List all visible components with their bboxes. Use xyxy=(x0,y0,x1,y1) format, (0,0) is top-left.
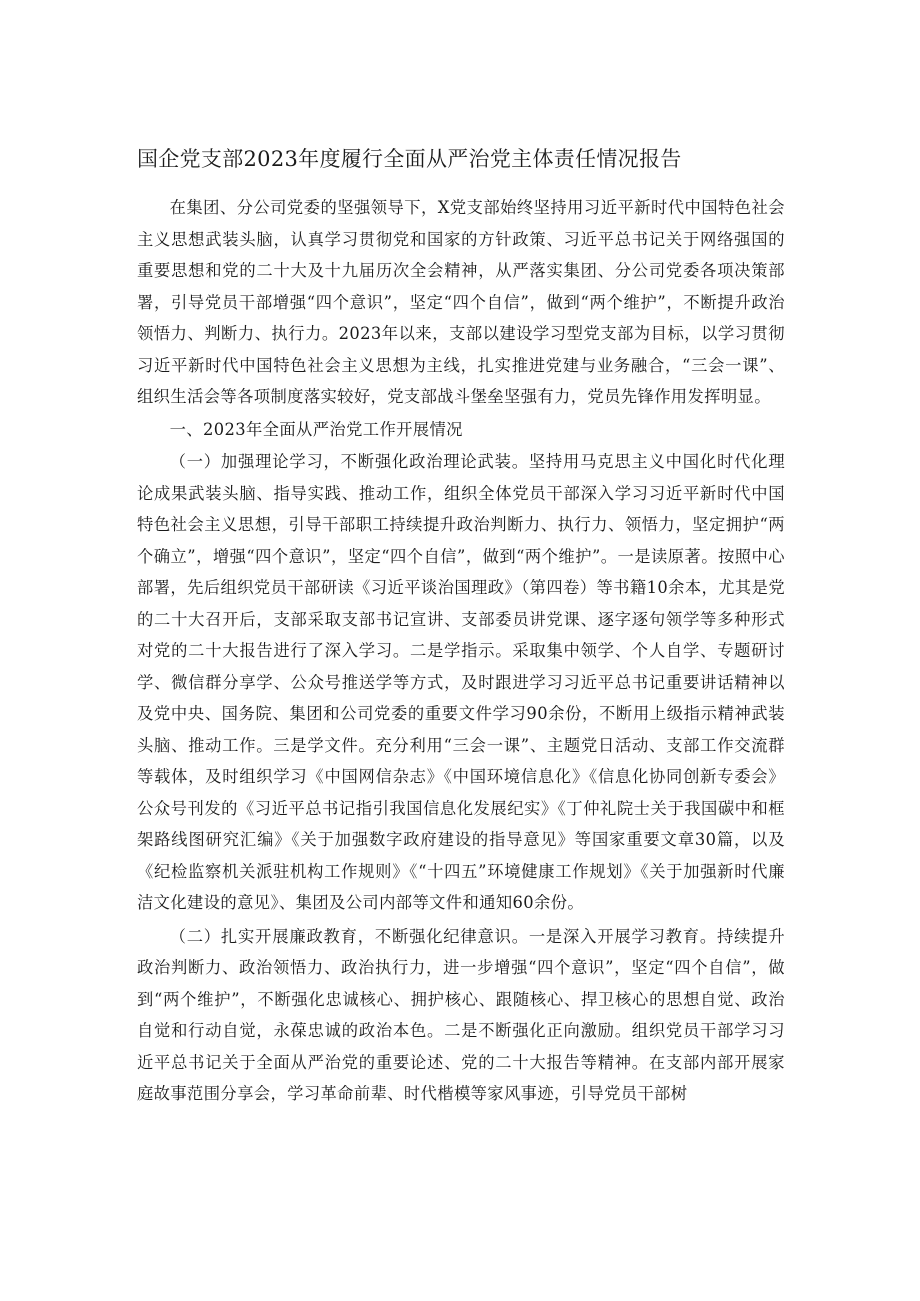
subsection-paragraph-1: （一）加强理论学习，不断强化政治理论武装。坚持用马克思主义中国化时代化理论成果武装头脑、指导实践、推动工作，组织全体党员干部深入学习习近平新时代中国特色社会主义思想，引导干部职工持续提升政治判断力、执行力、领悟力，坚定拥护“两个确立”，增强“四个意识”，坚定“四个自信”，做到“两个维护”。一是读原著。按照中心部署，先后组织党员干部研读《习近平谈治国理政》（第四卷）等书籍10余本，尤其是党的二十大召开后，支部采取支部书记宣讲、支部委员讲党课、逐字逐句领学等多种形式对党的二十大报告进行了深入学习。二是学指示。采取集中领学、个人自学、专题研讨学、微信群分享学、公众号推送学等方式，及时跟进学习习近平总书记重要讲话精神以及党中央、国务院、集团和公司党委的重要文件学习90余份，不断用上级指示精神武装头脑、推动工作。三是学文件。充分利用“三会一课”、主题党日活动、支部工作交流群等载体，及时组织学习《中国网信杂志》《中国环境信息化》《信息化协同创新专委会》公众号刊发的《习近平总书记指引我国信息化发展纪实》《丁仲礼院士关于我国碳中和框架路线图研究汇编》《关于加强数字政府建设的指导意见》等国家重要文章30篇，以及《纪检监察机关派驻机构工作规则》《“十四五”环境健康工作规划》《关于加强新时代廉洁文化建设的意见》、集团及公司内部等文件和通知60余份。 xyxy=(137,452,785,912)
intro-paragraph: 在集团、分公司党委的坚强领导下，X党支部始终坚持用习近平新时代中国特色社会主义思想武装头脑，认真学习贯彻党和国家的方针政策、习近平总书记关于网络强国的重要思想和党的二十大及十九届历次全会精神，从严落实集团、分公司党委各项决策部署，引导党员干部增强“四个意识”，坚定“四个自信”，做到“两个维护”，不断提升政治领悟力、判断力、执行力。2023年以来，支部以建设学习型党支部为目标，以学习贯彻习近平新时代中国特色社会主义思想为主线，扎实推进党建与业务融合，“三会一课”、组织生活会等各项制度落实较好，党支部战斗堡垒坚强有力，党员先锋作用发挥明显。 xyxy=(137,198,785,406)
subsection-paragraph-2: （二）扎实开展廉政教育，不断强化纪律意识。一是深入开展学习教育。持续提升政治判断力、政治领悟力、政治执行力，进一步增强“四个意识”，坚定“四个自信”，做到“两个维护”，不断强化忠诚核心、拥护核心、跟随核心、捍卫核心的思想自觉、政治自觉和行动自觉，永葆忠诚的政治本色。二是不断强化正向激励。组织党员干部学习习近平总书记关于全面从严治党的重要论述、党的二十大报告等精神。在支部内部开展家庭故事范围分享会，学习革命前辈、时代楷模等家风事迹，引导党员干部树 xyxy=(137,926,785,1103)
document-title: 国企党支部2023年度履行全面从严治党主体责任情况报告 xyxy=(137,147,682,171)
document-body xyxy=(137,192,785,1110)
section-heading-1: 一、2023年全面从严治党工作开展情况 xyxy=(169,419,463,439)
